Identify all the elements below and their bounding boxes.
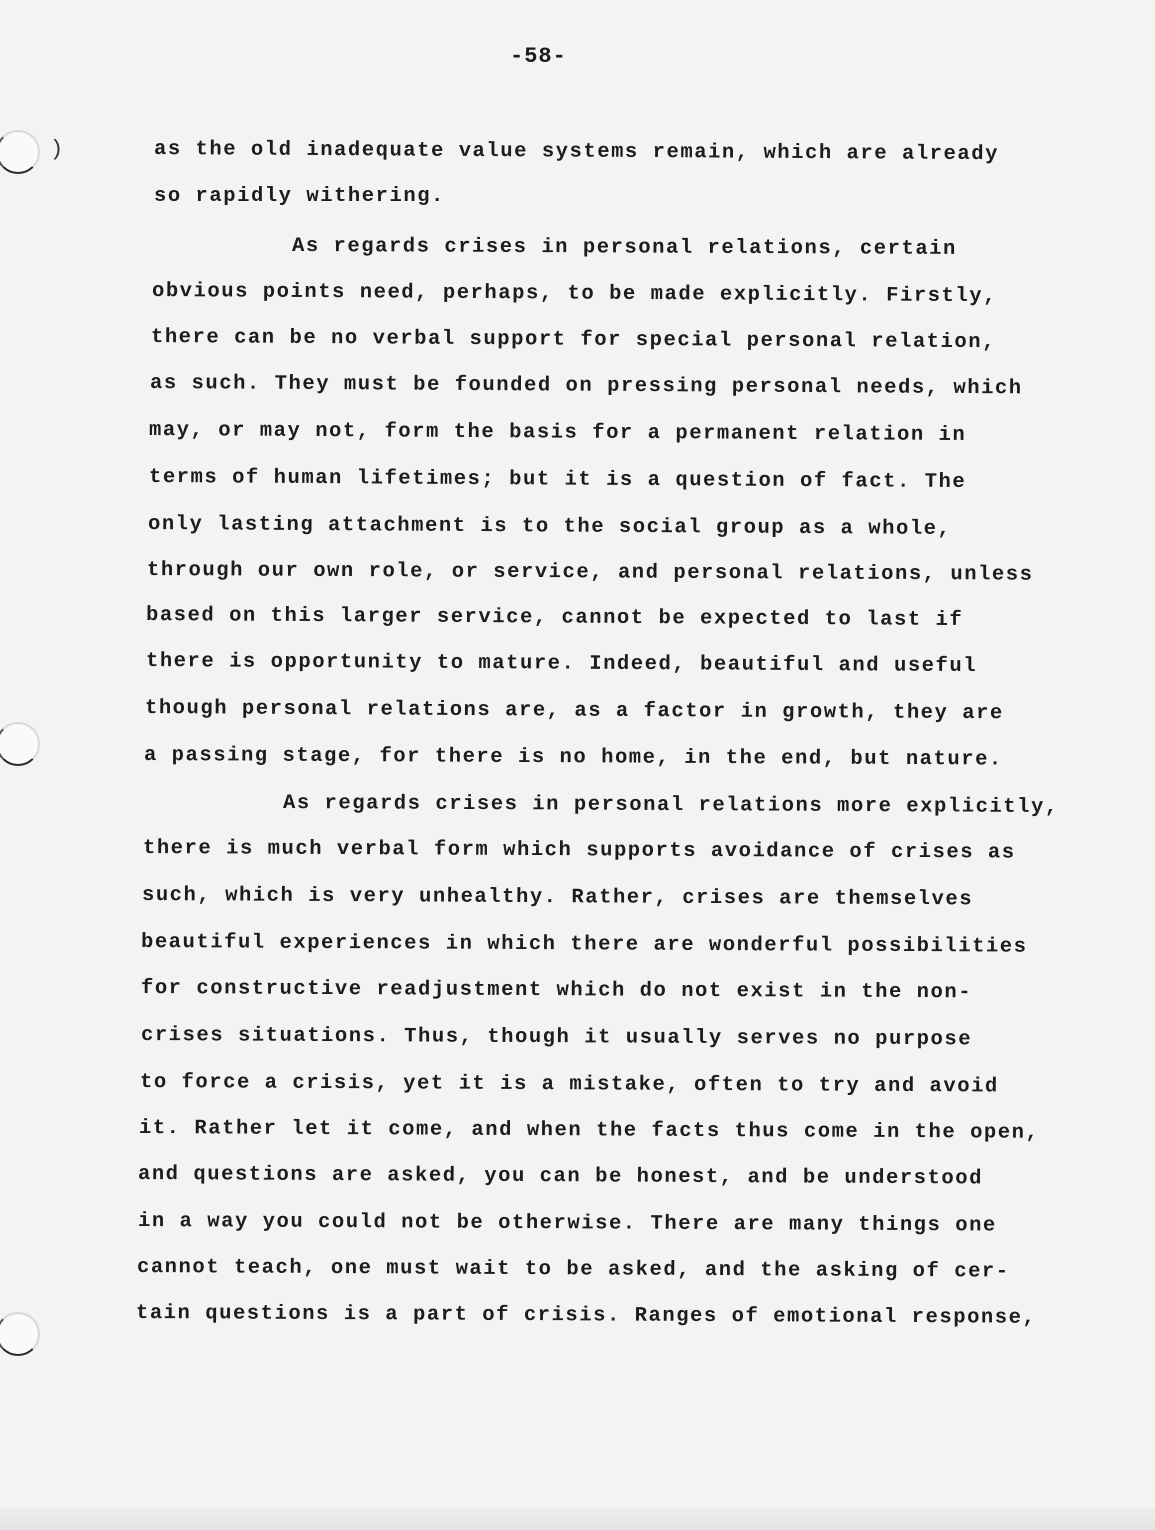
text-line: tain questions is a part of crisis. Ranges of emotional response,: [135, 1302, 1037, 1330]
text-line: as such. They must be founded on pressing personal needs, which: [149, 372, 1023, 401]
text-line: though personal relations are, as a factor in growth, they are: [144, 697, 1004, 726]
text-line: to force a crisis, yet it is a mistake, often to try and avoid: [139, 1071, 999, 1099]
text-line: crises situations. Thus, though it usually serves no purpose: [140, 1024, 973, 1052]
text-line: terms of human lifetimes; but it is a question of fact. The: [148, 466, 967, 494]
text-line: so rapidly withering.: [154, 185, 445, 208]
text-line: as the old inadequate value systems remain, which are already: [153, 138, 1000, 167]
page-number: -58-: [510, 44, 567, 69]
text-line: such, which is very unhealthy. Rather, crises are themselves: [141, 884, 974, 912]
text-line: based on this larger service, cannot be expected to last if: [145, 604, 964, 632]
text-line: and questions are asked, you can be honest, and be understood: [137, 1163, 984, 1191]
text-line: it. Rather let it come, and when the facts thus come in the open,: [138, 1117, 1040, 1145]
text-line: As regards crises in personal relations more explicitly,: [282, 792, 1059, 820]
text-line: a passing stage, for there is no home, in the end, but nature.: [143, 744, 1003, 772]
text-line: there is much verbal form which supports avoidance of crises as: [142, 837, 1016, 865]
text-line: in a way you could not be otherwise. There are many things one: [137, 1210, 997, 1238]
text-line: As regards crises in personal relations, certain: [291, 235, 957, 261]
text-line: obvious points need, perhaps, to be made explicitly. Firstly,: [151, 280, 998, 309]
text-line: there can be no verbal support for special personal relation,: [150, 326, 997, 355]
text-line: beautiful experiences in which there are wonderful possibilities: [140, 931, 1028, 959]
text-line: through our own role, or service, and personal relations, unless: [146, 559, 1034, 587]
text-line: there is opportunity to mature. Indeed, beautiful and useful: [145, 650, 978, 679]
text-line: may, or may not, form the basis for a permanent relation in: [148, 419, 967, 447]
margin-mark: ): [50, 137, 64, 162]
text-line: for constructive readjustment which do not exist in the non-: [140, 977, 973, 1005]
text-line: cannot teach, one must wait to be asked, and the asking of cer-: [136, 1256, 1010, 1284]
text-line: only lasting attachment is to the social group as a whole,: [147, 513, 952, 541]
